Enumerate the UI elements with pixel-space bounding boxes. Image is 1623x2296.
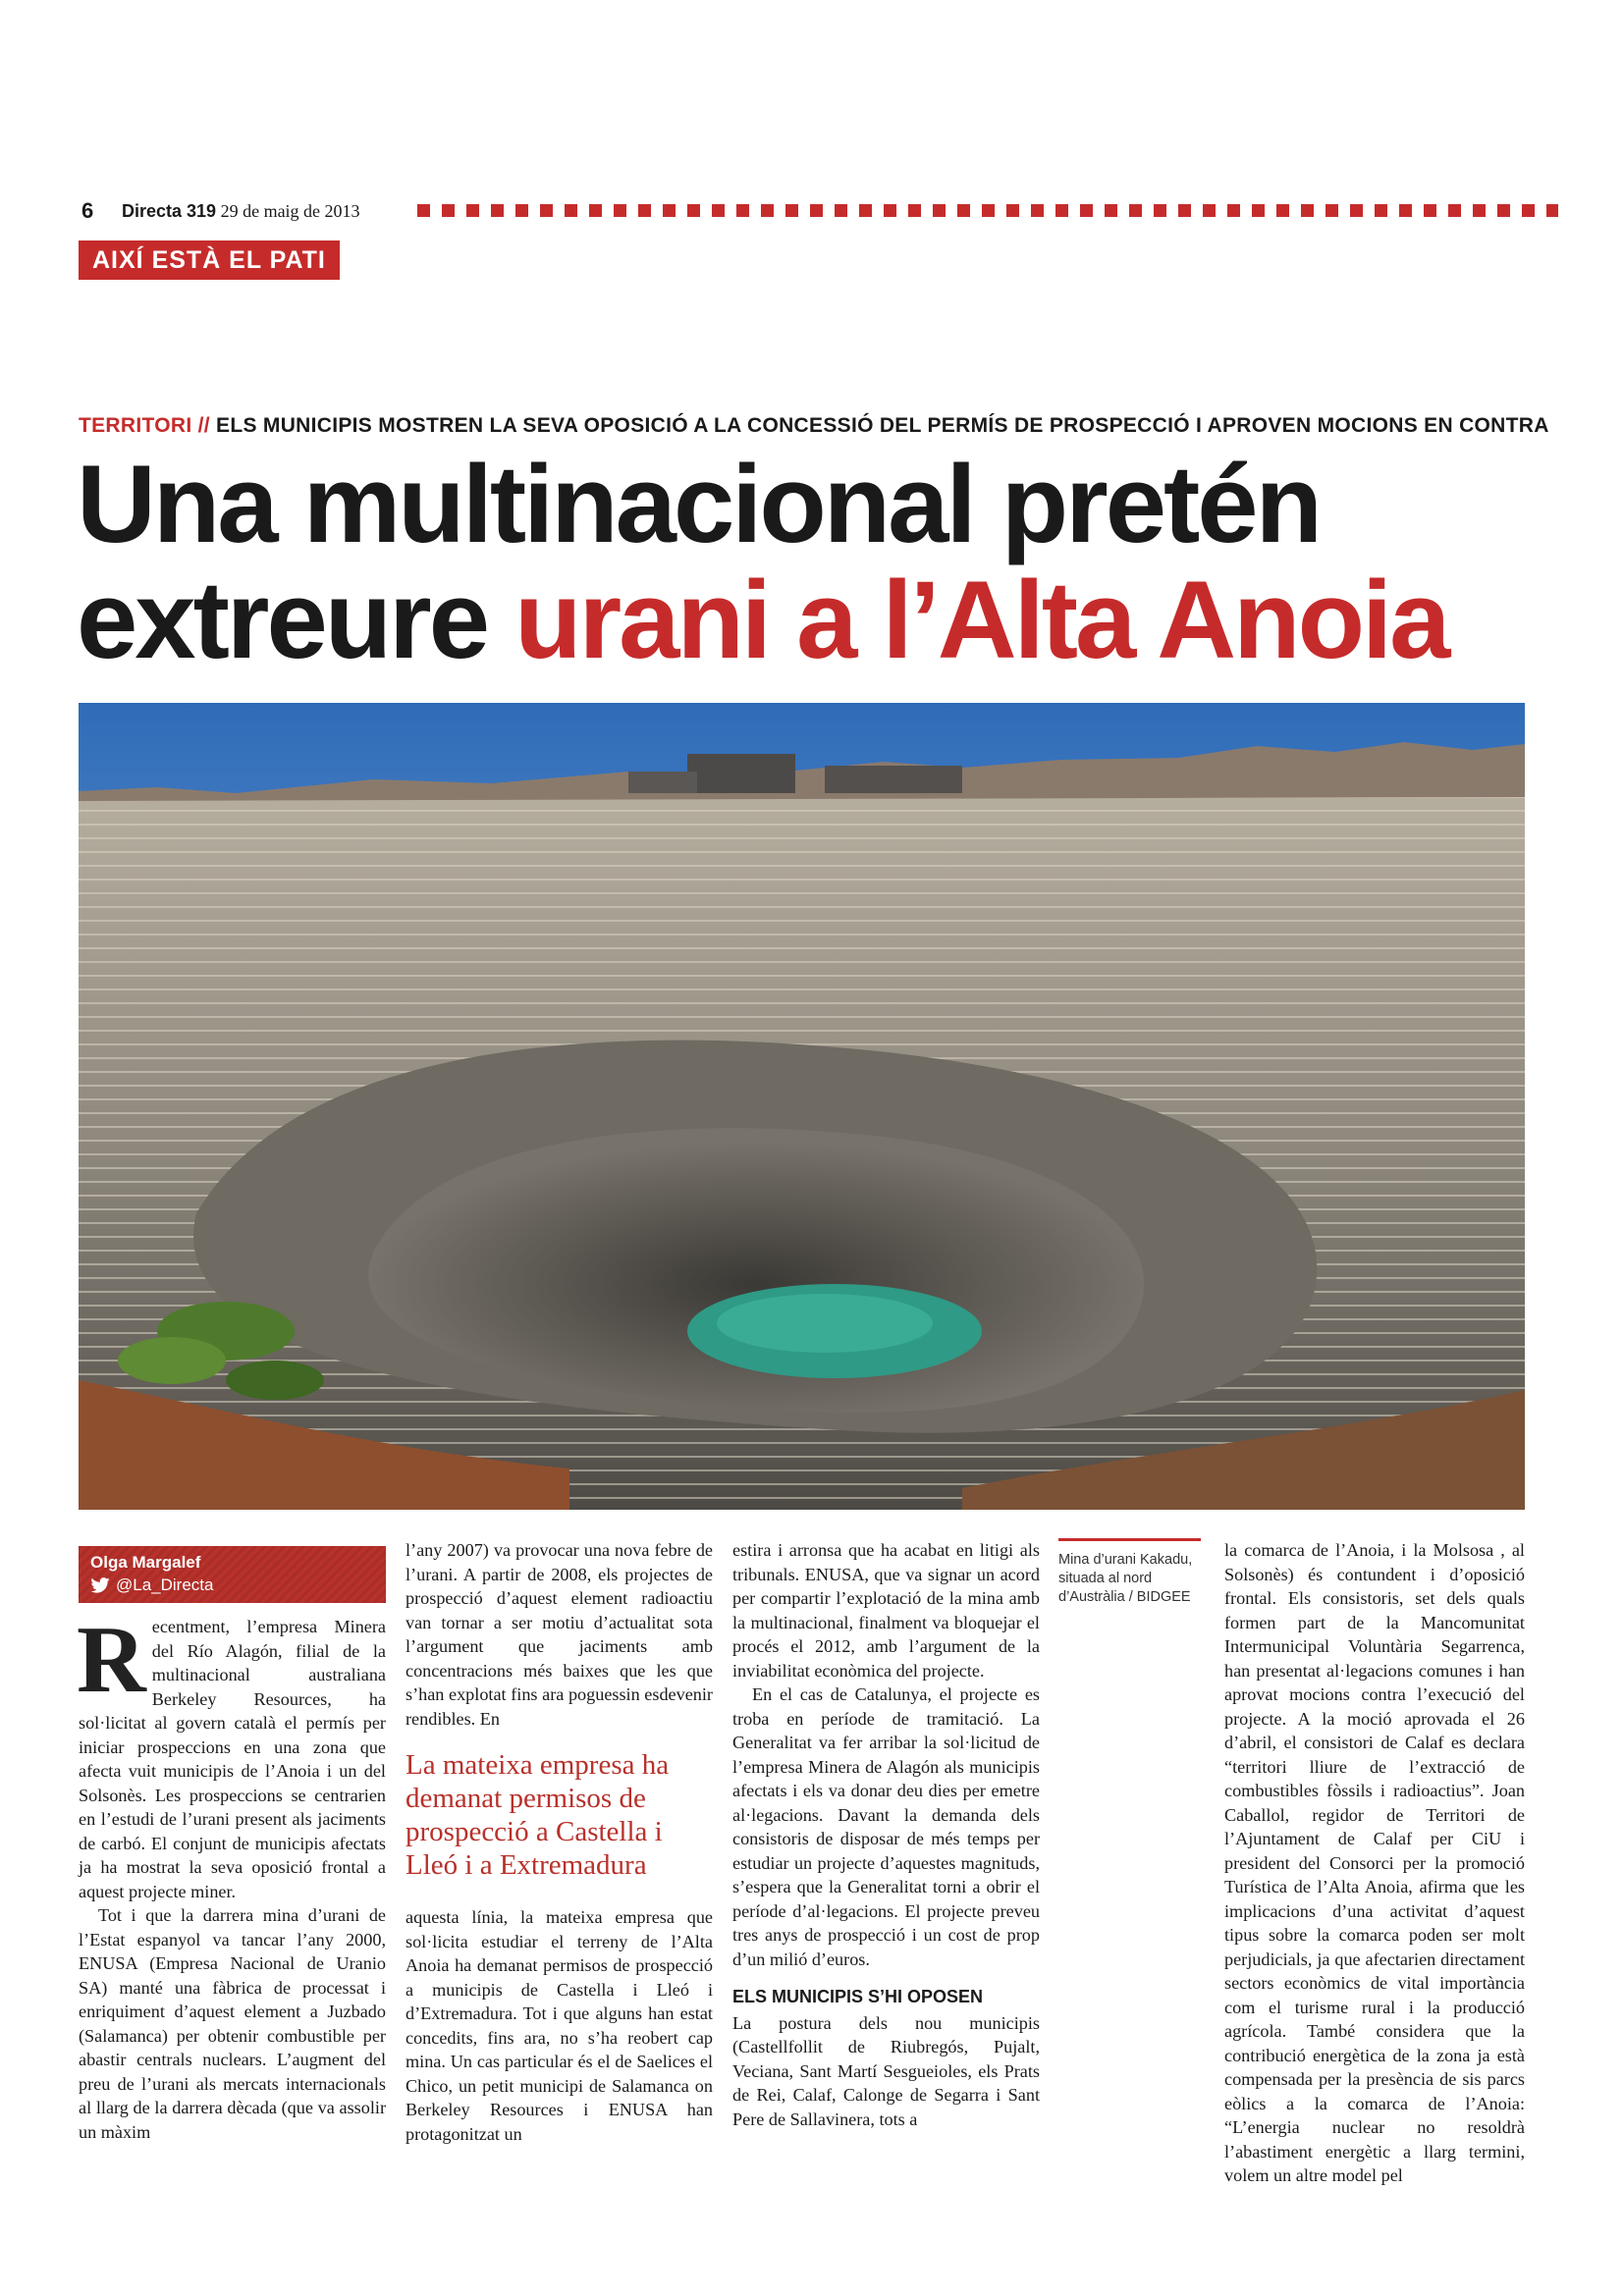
pull-quote: La mateixa empresa ha demanat permisos de prospecció a Castella i Lleó i a Extremadura <box>406 1749 670 1881</box>
author-name: Olga Margalef <box>90 1553 201 1572</box>
pit-water-highlight <box>717 1294 933 1353</box>
column-1 <box>79 1546 386 2144</box>
kicker-category: TERRITORI // <box>79 414 210 437</box>
caption-rule <box>1058 1538 1201 1541</box>
column-5 <box>1224 1538 1525 2188</box>
photo-caption: Mina d’urani Kakadu, situada al nord d’Austràlia / BIDGEE <box>1058 1552 1193 1605</box>
plant-building <box>628 772 697 793</box>
publication-info <box>122 201 360 222</box>
processing-plant <box>687 754 795 793</box>
caption-column <box>1058 1538 1201 1607</box>
paragraph-1: Recentment, l’empresa Minera del Río Alagón, filial de la multinacional australiana Berkeley Resources, ha sol·licitat al govern català el permís per iniciar prospeccions en una zona que afecta vuit municipis de l’Anoia i un del Solsonès. Les prospeccions se centrarien en l’estudi de l’urani present als jaciments de carbó. El conjunt de municipis afectats ja ha mostrat la seva oposició frontal a aquest projecte miner. <box>77 1607 386 1901</box>
headline-line-1: Una multinacional pretén <box>77 443 1320 565</box>
drop-cap: R <box>77 1607 146 1713</box>
paragraph-5: estira i arronsa que ha acabat en litigi als tribunals. ENUSA, que va signar un acord per compartir l’explotació de la mina amb la multinacional, finalment va bloquejar el procés el 2012, amb l’argument de la inviabilitat econòmica del projecte. <box>732 1540 1040 1681</box>
paragraph-7: La postura dels nou municipis (Castellfollit de Riubregós, Pujalt, Veciana, Sant Martí Sesgueioles, els Prats de Rei, Calaf, Calonge de Segarra i Sant Pere de Sallavinera, tots a <box>732 2012 1040 2129</box>
section-label: AIXÍ ESTÀ EL PATI <box>79 240 340 280</box>
column-3 <box>732 1538 1040 2131</box>
headline-line-2 <box>77 559 1569 681</box>
byline <box>79 1546 386 1603</box>
headline <box>77 443 1569 681</box>
twitter-handle-row[interactable] <box>90 1574 376 1597</box>
mine-photo <box>79 703 1525 1510</box>
paragraph-2: Tot i que la darrera mina d’urani de l’Estat espanyol va tancar l’any 2000, ENUSA (Empresa Nacional de Uranio SA) manté una fàbrica de processat i enriquiment d’aquest element a Juzbado (Salamanca) per obtenir combustible per abastir centrals nuclears. L’augment del preu de l’urani als mercats internacionals al llarg de la darrera dècada (que va assolir un màxim <box>79 1905 386 2142</box>
kicker-text: ELS MUNICIPIS MOSTREN LA SEVA OPOSICIÓ A LA CONCESSIÓ DEL PERMÍS DE PROSPECCIÓ I APROVEN MOCIONS EN CONTRA <box>216 414 1549 437</box>
kicker <box>79 414 1549 438</box>
headline-red-part: urani a l’Alta Anoia <box>514 559 1448 681</box>
page-number: 6 <box>81 198 94 223</box>
paragraph-8: la comarca de l’Anoia, i la Molsosa , al Solsonès) és contundent i d’oposició frontal. Els consistoris, set dels quals formen part de la Mancomunitat Intermunicipal Voluntària Segarrenca, han presentat al·legacions comunes i han aprovat mocions contra l’execució del projecte. A la moció aprovada el 26 d’abril, el consistori de Calaf es declara “territori lliure de l’extracció de combustibles fòssils i radioactius”. Joan Caballol, regidor de Territori de l’Ajuntament de Calaf per CiU i president del Consorci per la promoció Turística de l’Alta Anoia, afirma que les implicacions d’una activitat d’aquest tipus sobre la comarca poden ser molt perjudicials, ja que afectarien directament sectors econòmics de vital importància com el turisme rural i la producció agrícola. També considera que la contribució energètica de la zona ja està compensada per la presència de sis parcs eòlics a la comarca de l’Anoia: “L’energia nuclear no resoldrà l’abastiment energètic a llarg termini, volem un altre model pel <box>1224 1540 1525 2185</box>
paragraph-3: l’any 2007) va provocar una nova febre de l’urani. A partir de 2008, els projectes de prospecció d’aquest element radioactiu van tornar a ser motiu d’actualitat sota l’argument que jaciments amb concentracions més baixes que les que s’han explotat fins ara poguessin esdevenir rendibles. En <box>406 1540 713 1729</box>
header-dash-rule <box>417 204 1558 217</box>
subheading: ELS MUNICIPIS S’HI OPOSEN <box>732 1987 984 2006</box>
publication-name: Directa 319 <box>122 201 217 221</box>
plant-conveyor <box>825 766 962 793</box>
twitter-handle[interactable]: @La_Directa <box>116 1575 214 1594</box>
publication-date: 29 de maig de 2013 <box>220 201 360 221</box>
twitter-icon <box>90 1577 110 1593</box>
paragraph-4: aquesta línia, la mateixa empresa que sol·licita estudiar el terreny de l’Alta Anoia ha demanat permisos de prospecció a municipis de Castella i Lleó i d’Extremadura. Tot i que alguns han estat concedits, fins ara, no s’ha reobert cap mina. Un cas particular és el de Saelices el Chico, un petit municipi de Salamanca on Berkeley Resources i ENUSA han protagonitzat un <box>406 1907 713 2144</box>
paragraph-6: En el cas de Catalunya, el projecte es troba en període de tramitació. La Generalitat va fer arribar la sol·licitud de l’empresa Minera de Alagón als municipis afectats i els va donar deu dies per emetre al·legacions. Davant la demanda dels consistoris de disposar de més temps per estudiar un projecte d’aquestes magnituds, s’espera que la Generalitat torni a obrir el període d’al·legacions. El projecte preveu tres anys de prospecció i un cost de prop d’un milió d’euros. <box>732 1684 1040 1969</box>
headline-black-part: extreure <box>77 559 488 681</box>
column-2 <box>406 1538 713 2146</box>
